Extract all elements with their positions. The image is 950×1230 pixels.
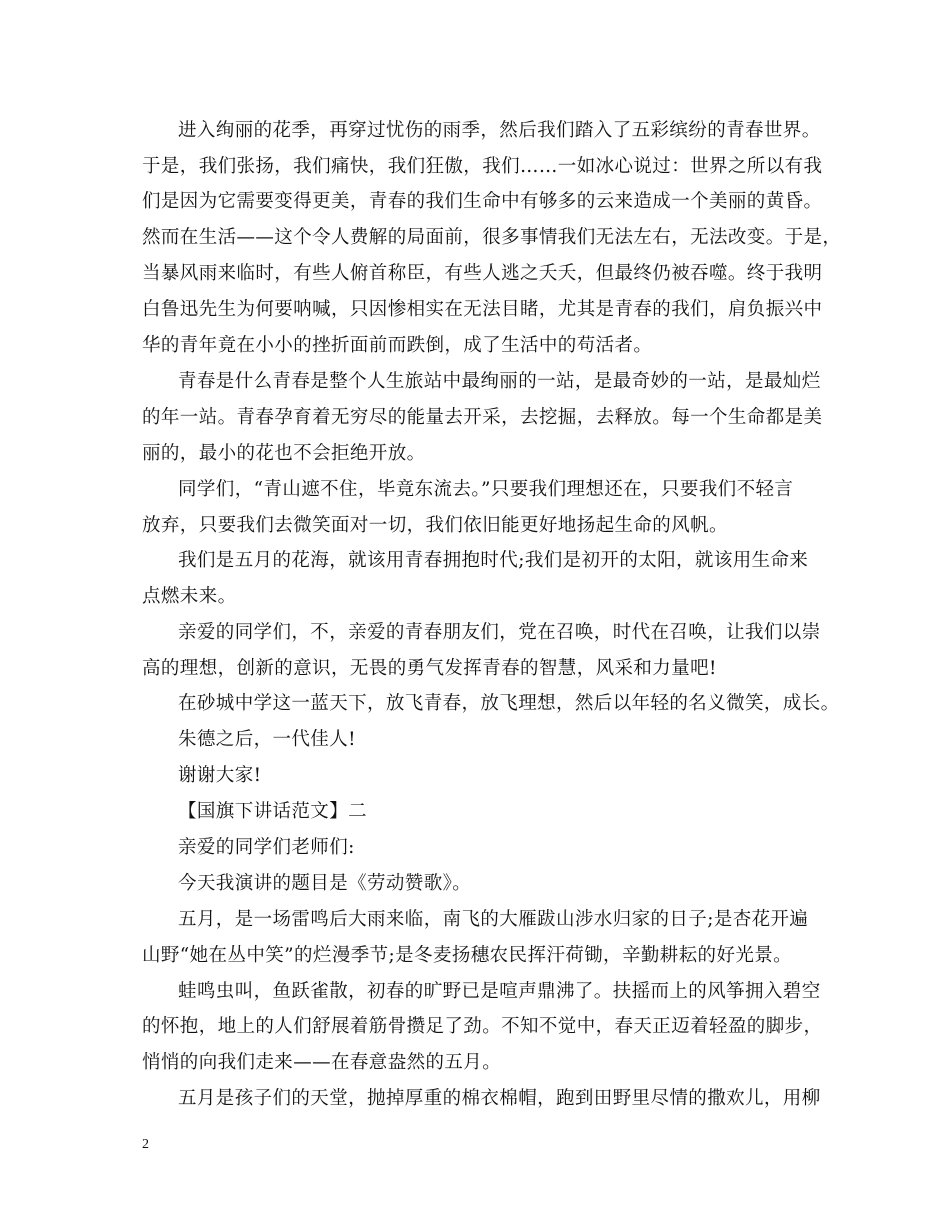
paragraph-line: 高的理想，创新的意识，无畏的勇气发挥青春的智慧，风采和力量吧!: [142, 658, 717, 679]
paragraph-line: 进入绚丽的花季，再穿过忧伤的雨季，然后我们踏入了五彩缤纷的青春世界。: [178, 120, 821, 141]
paragraph-line: 亲爱的同学们，不，亲爱的青春朋友们，党在召唤，时代在召唤，让我们以崇: [178, 622, 821, 643]
paragraph-line: 点燃未来。: [142, 586, 237, 607]
paragraph-line: 白鲁迅先生为何要呐喊，只因惨相实在无法目睹，尤其是青春的我们，肩负振兴中: [142, 299, 823, 320]
paragraph-line: 丽的，最小的花也不会拒绝开放。: [142, 443, 426, 464]
paragraph-line: 的怀抱，地上的人们舒展着筋骨攒足了劲。不知不觉中，春天正迈着轻盈的脚步，: [142, 1016, 823, 1037]
paragraph-line: 山野“她在丛中笑”的烂漫季节;是冬麦扬穗农民挥汗荷锄，辛勤耕耘的好光景。: [142, 945, 793, 966]
paragraph-line: 在砂城中学这一蓝天下，放飞青春，放飞理想，然后以年轻的名义微笑，成长。: [178, 693, 840, 714]
paragraph-line: 五月是孩子们的天堂，抛掉厚重的棉衣棉帽，跑到田野里尽情的撒欢儿，用柳: [178, 1088, 821, 1109]
paragraph-line: 然而在生活——这个令人费解的局面前，很多事情我们无法左右，无法改变。于是，: [142, 227, 842, 248]
paragraph-line: 蛙鸣虫叫，鱼跃雀散，初春的旷野已是喧声鼎沸了。扶摇而上的风筝拥入碧空: [178, 981, 821, 1002]
paragraph-line: 华的青年竟在小小的挫折面前而跌倒，成了生活中的苟活者。: [142, 335, 653, 356]
paragraph-line: 青春是什么青春是整个人生旅站中最绚丽的一站，是最奇妙的一站，是最灿烂: [178, 371, 821, 392]
paragraph-line: 们是因为它需要变得更美，青春的我们生命中有够多的云来造成一个美丽的黄昏。: [142, 191, 823, 212]
paragraph-line: 亲爱的同学们老师们:: [178, 837, 355, 858]
paragraph-line: 放弃，只要我们去微笑面对一切，我们依旧能更好地扬起生命的风帆。: [142, 515, 728, 536]
paragraph-line: 同学们，“青山遮不住，毕竟东流去。”只要我们理想还在，只要我们不轻言: [178, 479, 794, 500]
section-heading: 【国旗下讲话范文】二: [178, 801, 368, 822]
paragraph-line: 的年一站。青春孕育着无穷尽的能量去开采，去挖掘，去释放。每一个生命都是美: [142, 407, 823, 428]
paragraph-line: 于是，我们张扬，我们痛快，我们狂傲，我们……一如冰心说过：世界之所以有我: [142, 156, 823, 177]
paragraph-line: 我们是五月的花海，就该用青春拥抱时代;我们是初开的太阳，就该用生命来: [178, 550, 809, 571]
paragraph-line: 当暴风雨来临时，有些人俯首称臣，有些人逃之夭夭，但最终仍被吞噬。终于我明: [142, 263, 823, 284]
paragraph-line: 五月，是一场雷鸣后大雨来临，南飞的大雁跋山涉水归家的日子;是杏花开遍: [178, 909, 809, 930]
paragraph-line: 朱德之后，一代佳人!: [178, 729, 356, 750]
page-number: 2: [142, 1137, 149, 1152]
paragraph-line: 悄悄的向我们走来——在春意盎然的五月。: [142, 1052, 502, 1073]
paragraph-line: 谢谢大家!: [178, 765, 262, 786]
paragraph-line: 今天我演讲的题目是《劳动赞歌》。: [178, 873, 472, 894]
